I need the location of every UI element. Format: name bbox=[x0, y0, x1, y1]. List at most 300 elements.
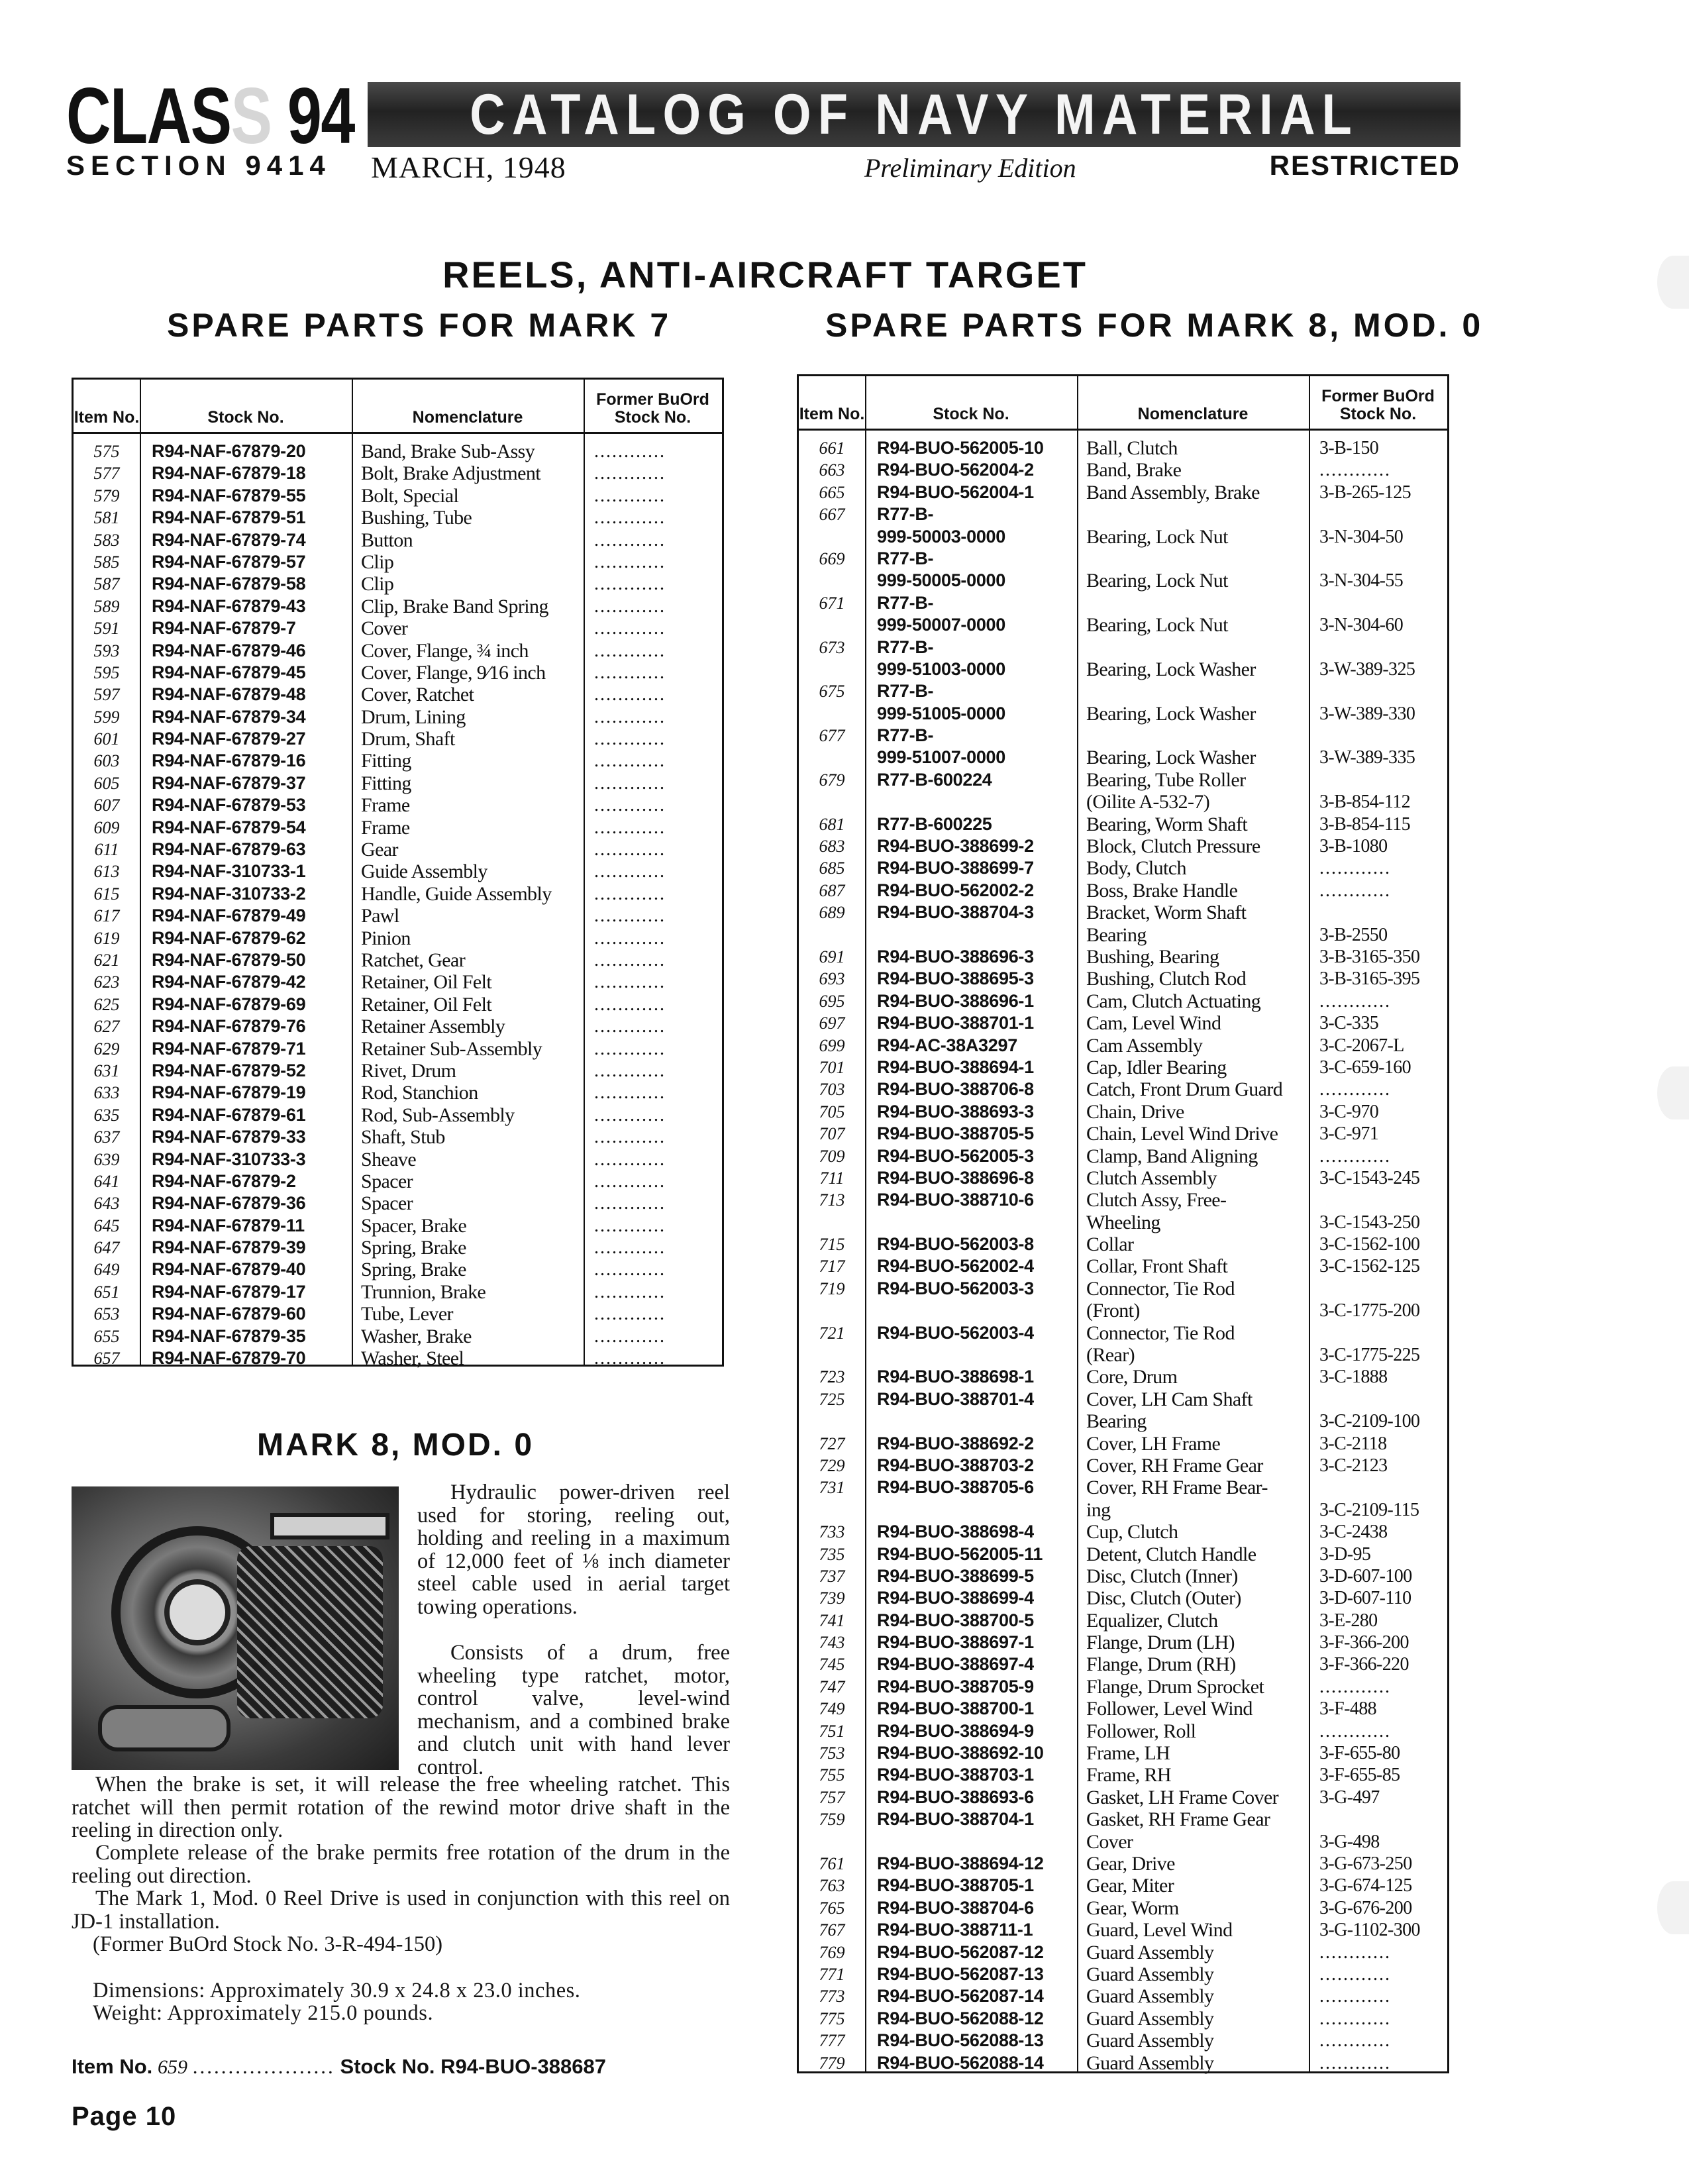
table-row bbox=[799, 1012, 1447, 1034]
item-number-cell: 731 bbox=[819, 1478, 845, 1498]
item-number-cell: 671 bbox=[819, 593, 845, 613]
item-number-cell: 611 bbox=[94, 840, 119, 860]
nomenclature-cell: Cover, Flange, 9⁄16 inch bbox=[361, 661, 546, 684]
nomenclature-cell: Follower, Roll bbox=[1086, 1720, 1196, 1742]
stock-number-cell: R77-B- bbox=[877, 681, 934, 702]
table-row bbox=[799, 2052, 1447, 2074]
table-row bbox=[799, 990, 1447, 1012]
stock-number-cell: R94-BUO-388699-7 bbox=[877, 858, 1034, 878]
stock-number-cell: R94-NAF-67879-76 bbox=[152, 1016, 306, 1037]
stock-number-cell: R94-NAF-67879-58 bbox=[152, 574, 306, 594]
nomenclature-cell: Clutch Assembly bbox=[1086, 1167, 1217, 1189]
nomenclature-cell: Sheave bbox=[361, 1148, 417, 1170]
item-number-cell: 779 bbox=[819, 2053, 845, 2073]
item-number-cell: 673 bbox=[819, 637, 845, 657]
table-row bbox=[74, 927, 722, 949]
nomenclature-cell: Disc, Clutch (Outer) bbox=[1086, 1587, 1241, 1610]
nomenclature-cell: Bearing bbox=[1086, 1410, 1147, 1433]
former-stock-cell: 3-F-366-220 bbox=[1319, 1654, 1409, 1675]
item-number-cell: 695 bbox=[819, 991, 845, 1011]
item-number-cell: 769 bbox=[819, 1942, 845, 1962]
nomenclature-cell: Guard Assembly bbox=[1086, 1941, 1214, 1963]
table-row bbox=[799, 2030, 1447, 2052]
stock-number-cell: R94-BUO-388693-3 bbox=[877, 1101, 1034, 1121]
table-row bbox=[799, 570, 1447, 592]
stock-number-cell: R94-NAF-67879-57 bbox=[152, 551, 306, 572]
table-row bbox=[799, 1123, 1447, 1145]
former-stock-cell: 3-N-304-50 bbox=[1319, 526, 1404, 547]
former-stock-cell: ............ bbox=[594, 684, 666, 705]
stock-number-cell: R94-BUO-388699-2 bbox=[877, 836, 1034, 857]
col-header-stock: Stock No. bbox=[865, 376, 1077, 431]
former-stock-note: (Former BuOrd Stock No. 3-R-494-150) bbox=[93, 1932, 443, 1956]
leader-dots: .................... bbox=[192, 2055, 335, 2078]
item-number-cell: 717 bbox=[819, 1257, 845, 1276]
former-stock-cell: 3-W-389-325 bbox=[1319, 658, 1415, 680]
item-number-cell: 651 bbox=[93, 1282, 120, 1302]
former-stock-cell: ............ bbox=[1319, 990, 1391, 1012]
description-paragraph: Complete release of the brake permits free rotation of the drum in the reeling out direction. bbox=[72, 1841, 730, 1888]
item-number-cell: 715 bbox=[819, 1235, 845, 1255]
former-stock-cell: 3-B-3165-350 bbox=[1319, 946, 1420, 967]
table-row bbox=[799, 2008, 1447, 2030]
table-row bbox=[799, 680, 1447, 702]
table-row bbox=[74, 839, 722, 860]
stock-number-cell: R77-B- bbox=[877, 504, 934, 525]
item-number-cell: 755 bbox=[819, 1765, 845, 1785]
former-stock-cell: ............ bbox=[594, 817, 666, 838]
stock-number-cell: R94-BUO-388696-8 bbox=[877, 1167, 1034, 1188]
nomenclature-cell: Guide Assembly bbox=[361, 860, 487, 883]
table-row bbox=[74, 462, 722, 484]
former-stock-cell: ............ bbox=[594, 1215, 666, 1236]
table-row bbox=[74, 684, 722, 705]
item-number-cell: 621 bbox=[93, 950, 120, 970]
nomenclature-cell: Bearing bbox=[1086, 923, 1147, 946]
item-number-cell: 581 bbox=[93, 508, 120, 528]
stock-number-cell: R94-NAF-67879-55 bbox=[152, 485, 306, 505]
former-stock-cell: 3-D-607-100 bbox=[1319, 1565, 1412, 1586]
mark8-heading: SPARE PARTS FOR MARK 8, MOD. 0 bbox=[825, 307, 1484, 344]
table-row bbox=[799, 1919, 1447, 1941]
former-stock-cell: ............ bbox=[594, 485, 666, 506]
item-number-cell: 605 bbox=[93, 773, 120, 793]
nomenclature-cell: Clamp, Band Aligning bbox=[1086, 1145, 1258, 1167]
former-stock-cell: 3-F-488 bbox=[1319, 1698, 1377, 1720]
table-row bbox=[74, 1326, 722, 1347]
stock-number-cell: R94-NAF-67879-18 bbox=[152, 463, 306, 484]
table-row bbox=[799, 880, 1447, 902]
table-row bbox=[74, 1281, 722, 1303]
table-row bbox=[74, 706, 722, 728]
nomenclature-cell: Bearing, Lock Nut bbox=[1086, 614, 1228, 637]
nomenclature-cell: Bolt, Special bbox=[361, 484, 459, 507]
former-stock-cell: ............ bbox=[594, 1281, 666, 1302]
former-stock-cell: ............ bbox=[594, 1016, 666, 1037]
table-row bbox=[799, 1897, 1447, 1919]
former-stock-cell: ............ bbox=[1319, 1079, 1391, 1100]
former-stock-cell: ............ bbox=[594, 574, 666, 595]
nomenclature-cell: Clutch Assy, Free- bbox=[1086, 1189, 1227, 1212]
table-row bbox=[74, 860, 722, 882]
nomenclature-cell: Gasket, LH Frame Cover bbox=[1086, 1786, 1279, 1808]
nomenclature-cell: Flange, Drum (RH) bbox=[1086, 1653, 1236, 1676]
item-number-cell: 699 bbox=[819, 1035, 845, 1055]
stock-number-cell: R94-NAF-67879-45 bbox=[152, 662, 306, 682]
item-number-cell: 607 bbox=[93, 796, 120, 815]
table-row bbox=[74, 794, 722, 816]
table-row bbox=[74, 1060, 722, 1082]
stock-number-cell: R94-BUO-388705-9 bbox=[877, 1676, 1034, 1696]
stock-number-cell: R94-BUO-562088-13 bbox=[877, 2030, 1044, 2051]
nomenclature-cell: Bearing, Lock Washer bbox=[1086, 747, 1256, 769]
former-stock-cell: ............ bbox=[1319, 1942, 1391, 1963]
stock-number-cell: R94-BUO-562087-12 bbox=[877, 1942, 1044, 1962]
nomenclature-cell: Cam, Clutch Actuating bbox=[1086, 990, 1261, 1012]
table-row bbox=[799, 1610, 1447, 1632]
stock-number-cell: R94-NAF-310733-2 bbox=[152, 883, 306, 904]
stock-number-cell: R94-BUO-562087-13 bbox=[877, 1963, 1044, 1984]
stock-number-cell: R94-NAF-67879-36 bbox=[152, 1193, 306, 1214]
nomenclature-cell: Ball, Clutch bbox=[1086, 437, 1178, 459]
nomenclature-cell: Retainer, Oil Felt bbox=[361, 993, 492, 1015]
nomenclature-cell: Band, Brake bbox=[1086, 459, 1182, 482]
stock-number-cell: R94-BUO-388696-3 bbox=[877, 946, 1034, 966]
table-row bbox=[799, 1300, 1447, 1322]
table-row bbox=[799, 857, 1447, 879]
nomenclature-cell: Core, Drum bbox=[1086, 1366, 1178, 1388]
nomenclature-cell: Gear, Miter bbox=[1086, 1875, 1174, 1897]
nomenclature-cell: Chain, Level Wind Drive bbox=[1086, 1123, 1278, 1145]
item-number-cell: 697 bbox=[819, 1014, 845, 1033]
table-row bbox=[799, 1831, 1447, 1853]
item-number-cell: 761 bbox=[819, 1854, 845, 1873]
table-row bbox=[799, 658, 1447, 680]
nomenclature-cell: Fitting bbox=[361, 772, 411, 794]
item-number-cell: 749 bbox=[819, 1699, 845, 1719]
nomenclature-cell: Boss, Brake Handle bbox=[1086, 879, 1238, 902]
nomenclature-cell: Body, Clutch bbox=[1086, 857, 1186, 880]
stock-number-cell: R77-B- bbox=[877, 592, 934, 613]
item-number-cell: 669 bbox=[819, 548, 845, 568]
nomenclature-cell: Disc, Clutch (Inner) bbox=[1086, 1565, 1238, 1587]
item-number-cell: 707 bbox=[819, 1124, 845, 1144]
item-number-cell: 741 bbox=[819, 1610, 845, 1630]
former-stock-cell: 3-E-280 bbox=[1319, 1610, 1378, 1631]
item-label: Item No. bbox=[72, 2055, 153, 2078]
table-row bbox=[799, 1278, 1447, 1300]
stock-number-cell: R77-B-600225 bbox=[877, 813, 992, 834]
table-row bbox=[799, 747, 1447, 768]
nomenclature-cell: Bolt, Brake Adjustment bbox=[361, 462, 540, 485]
nomenclature-cell: Cover, LH Cam Shaft bbox=[1086, 1388, 1253, 1410]
item-number-cell: 773 bbox=[819, 1987, 845, 2006]
nomenclature-cell: Gear bbox=[361, 839, 398, 861]
former-stock-cell: ............ bbox=[594, 1104, 666, 1125]
nomenclature-cell: Bearing, Lock Washer bbox=[1086, 702, 1256, 725]
stock-number-cell: R94-NAF-67879-49 bbox=[152, 906, 306, 926]
table-row bbox=[799, 1344, 1447, 1366]
nomenclature-cell: Cover, Flange, ¾ inch bbox=[361, 639, 529, 662]
item-number-cell: 653 bbox=[93, 1304, 120, 1324]
stock-number-cell: R94-BUO-388696-1 bbox=[877, 990, 1034, 1011]
table-row bbox=[799, 791, 1447, 813]
nomenclature-cell: Button bbox=[361, 529, 413, 551]
item-number-cell: 727 bbox=[819, 1433, 845, 1453]
item-number-cell: 719 bbox=[819, 1278, 845, 1298]
stock-number-cell: R94-BUO-388697-4 bbox=[877, 1654, 1034, 1675]
item-number-cell: 721 bbox=[819, 1323, 845, 1343]
table-row bbox=[799, 1078, 1447, 1100]
nomenclature-cell: Pinion bbox=[361, 927, 411, 949]
item-number-cell: 745 bbox=[819, 1655, 845, 1675]
nomenclature-cell: Guard Assembly bbox=[1086, 1985, 1214, 2008]
table-row bbox=[799, 703, 1447, 725]
former-stock-cell: ............ bbox=[594, 596, 666, 617]
table-row bbox=[799, 1455, 1447, 1477]
table-row bbox=[799, 503, 1447, 525]
stock-number-cell: R94-BUO-388703-1 bbox=[877, 1765, 1034, 1785]
item-number-cell: 675 bbox=[819, 682, 845, 702]
stock-number-cell: R94-BUO-388711-1 bbox=[877, 1920, 1033, 1940]
stock-number-cell: R94-NAF-67879-27 bbox=[152, 729, 306, 749]
edition-label: Preliminary Edition bbox=[864, 153, 1076, 183]
former-stock-cell: ............ bbox=[1319, 880, 1391, 901]
item-number-cell: 735 bbox=[819, 1544, 845, 1564]
nomenclature-cell: Block, Clutch Pressure bbox=[1086, 835, 1260, 858]
item-number-cell: 751 bbox=[819, 1721, 845, 1741]
table-row bbox=[799, 1963, 1447, 1985]
mark8-table-body bbox=[799, 437, 1447, 2074]
nomenclature-cell: Equalizer, Clutch bbox=[1086, 1609, 1218, 1632]
former-stock-cell: 3-B-265-125 bbox=[1319, 482, 1411, 503]
item-number-cell: 603 bbox=[93, 751, 120, 771]
table-row bbox=[799, 1942, 1447, 1963]
table-row bbox=[74, 1347, 722, 1369]
item-number-cell: 693 bbox=[819, 969, 845, 989]
former-stock-cell: 3-D-607-110 bbox=[1319, 1588, 1411, 1609]
item-number-cell: 757 bbox=[819, 1787, 845, 1807]
nomenclature-cell: Band, Brake Sub-Assy bbox=[361, 441, 535, 462]
item-number-cell: 661 bbox=[819, 439, 845, 458]
former-stock-cell: ............ bbox=[594, 1237, 666, 1259]
nomenclature-cell: Guard Assembly bbox=[1086, 1963, 1214, 1985]
item-number-cell: 689 bbox=[819, 903, 845, 923]
table-row bbox=[799, 1212, 1447, 1233]
table-row bbox=[74, 1126, 722, 1148]
former-stock-cell: 3-F-655-80 bbox=[1319, 1743, 1400, 1764]
table-row bbox=[799, 459, 1447, 481]
nomenclature-cell: Cap, Idler Bearing bbox=[1086, 1056, 1227, 1078]
stock-number-cell: 999-51005-0000 bbox=[877, 703, 1005, 723]
nomenclature-cell: Washer, Brake bbox=[361, 1325, 472, 1347]
table-row bbox=[74, 529, 722, 551]
former-stock-cell: ............ bbox=[594, 1127, 666, 1148]
table-row bbox=[74, 971, 722, 993]
item-number-cell: 595 bbox=[93, 662, 120, 682]
table-row bbox=[74, 1038, 722, 1060]
table-row bbox=[799, 1676, 1447, 1698]
item-number-cell: 585 bbox=[93, 552, 120, 572]
nomenclature-cell: Guard Assembly bbox=[1086, 2052, 1214, 2074]
col-header-item: Item No. bbox=[74, 380, 140, 434]
table-row bbox=[799, 1145, 1447, 1167]
table-row bbox=[799, 1101, 1447, 1123]
nomenclature-cell: ing bbox=[1086, 1498, 1111, 1521]
stock-number-cell: R94-BUO-562002-2 bbox=[877, 880, 1034, 900]
former-stock-cell: 3-G-498 bbox=[1319, 1831, 1380, 1852]
table-row bbox=[74, 994, 722, 1015]
item-number-cell: 683 bbox=[819, 837, 845, 857]
former-stock-cell: 3-N-304-55 bbox=[1319, 570, 1404, 592]
stock-number-cell: R94-NAF-67879-39 bbox=[152, 1237, 306, 1258]
table-row bbox=[74, 905, 722, 927]
nomenclature-cell: Frame bbox=[361, 816, 410, 839]
nomenclature-cell: Connector, Tie Rod bbox=[1086, 1322, 1235, 1344]
nomenclature-cell: Tube, Lever bbox=[361, 1303, 453, 1326]
former-stock-cell: ............ bbox=[1319, 460, 1391, 481]
nomenclature-cell: Cover, RH Frame Gear bbox=[1086, 1454, 1263, 1477]
stock-number-cell: 999-50007-0000 bbox=[877, 615, 1005, 635]
table-row bbox=[799, 1388, 1447, 1410]
stock-number-cell: R94-NAF-67879-19 bbox=[152, 1082, 306, 1103]
nomenclature-cell: Spring, Brake bbox=[361, 1259, 466, 1281]
nomenclature-cell: Cover bbox=[361, 617, 408, 640]
stock-number-cell: R94-BUO-388695-3 bbox=[877, 968, 1034, 989]
stock-number-cell: R94-BUO-562088-12 bbox=[877, 2008, 1044, 2028]
item-number-cell: 703 bbox=[819, 1080, 845, 1100]
item-number-cell: 739 bbox=[819, 1588, 845, 1608]
table-row bbox=[74, 662, 722, 684]
nomenclature-cell: Spacer, Brake bbox=[361, 1214, 467, 1237]
stock-number-cell: R94-BUO-562005-3 bbox=[877, 1145, 1034, 1166]
former-stock-cell: 3-C-1562-100 bbox=[1319, 1234, 1420, 1255]
table-row bbox=[799, 548, 1447, 570]
table-row bbox=[74, 507, 722, 529]
item-number-cell: 629 bbox=[93, 1039, 120, 1059]
table-row bbox=[799, 1875, 1447, 1897]
nomenclature-cell: Cover, LH Frame bbox=[1086, 1432, 1221, 1455]
former-stock-cell: ............ bbox=[594, 729, 666, 750]
table-row bbox=[799, 1764, 1447, 1786]
nomenclature-cell: Rod, Stanchion bbox=[361, 1082, 478, 1104]
table-row bbox=[74, 1303, 722, 1325]
item-number-cell: 631 bbox=[93, 1061, 120, 1080]
stock-number-cell: R94-BUO-388701-4 bbox=[877, 1388, 1034, 1409]
catalog-title-banner bbox=[368, 82, 1460, 147]
item-number-cell: 593 bbox=[93, 641, 120, 660]
description-paragraph: Consists of a drum, free wheeling type ratchet, motor, control valve, level-wind mechanism, and a combined brake and clutch unit with hand lever control. bbox=[417, 1641, 730, 1779]
nomenclature-cell: Chain, Drive bbox=[1086, 1100, 1184, 1123]
nomenclature-cell: Guard, Level Wind bbox=[1086, 1919, 1233, 1942]
item-number-cell: 705 bbox=[819, 1102, 845, 1121]
table-row bbox=[74, 551, 722, 573]
item-number-cell: 657 bbox=[93, 1349, 120, 1369]
table-row bbox=[74, 441, 722, 462]
nomenclature-cell: Ratchet, Gear bbox=[361, 949, 466, 971]
former-stock-cell: ............ bbox=[1319, 2052, 1391, 2073]
stock-number-cell: R94-NAF-67879-17 bbox=[152, 1281, 306, 1302]
nomenclature-cell: (Rear) bbox=[1086, 1344, 1135, 1367]
stock-number-cell: R94-BUO-562005-11 bbox=[877, 1543, 1043, 1564]
nomenclature-cell: Cover, RH Frame Bear- bbox=[1086, 1477, 1268, 1499]
former-stock-cell: ............ bbox=[594, 1038, 666, 1059]
former-stock-cell: ............ bbox=[594, 640, 666, 661]
former-stock-cell: ............ bbox=[1319, 1145, 1391, 1167]
stock-number-cell: R94-NAF-67879-20 bbox=[152, 441, 306, 461]
nomenclature-cell: Bearing, Worm Shaft bbox=[1086, 813, 1248, 835]
stock-number-cell: R94-NAF-67879-52 bbox=[152, 1060, 306, 1080]
nomenclature-cell: Flange, Drum (LH) bbox=[1086, 1632, 1235, 1654]
item-number-cell: 643 bbox=[93, 1194, 120, 1214]
item-number-cell: 613 bbox=[93, 862, 120, 882]
item-number-cell: 725 bbox=[819, 1389, 845, 1409]
item-number-cell: 627 bbox=[93, 1017, 120, 1037]
table-row bbox=[74, 728, 722, 750]
stock-number-cell: R94-NAF-67879-33 bbox=[152, 1127, 306, 1147]
stock-number-cell: R94-NAF-310733-1 bbox=[152, 861, 306, 882]
item-number-cell: 639 bbox=[93, 1149, 120, 1169]
table-row bbox=[799, 1653, 1447, 1675]
former-stock-cell: 3-C-1775-225 bbox=[1319, 1345, 1420, 1366]
table-row bbox=[799, 1322, 1447, 1344]
former-stock-cell: 3-B-150 bbox=[1319, 438, 1379, 458]
table-row bbox=[799, 924, 1447, 946]
item-number-cell: 709 bbox=[819, 1146, 845, 1166]
nomenclature-cell: Cam, Level Wind bbox=[1086, 1012, 1221, 1035]
item-number-cell: 577 bbox=[93, 464, 120, 484]
former-stock-cell: ............ bbox=[594, 906, 666, 927]
table-row bbox=[799, 1255, 1447, 1277]
stock-number-cell: R94-NAF-67879-42 bbox=[152, 972, 306, 992]
item-number-cell: 655 bbox=[93, 1326, 120, 1346]
binder-hole bbox=[1657, 256, 1689, 309]
table-row bbox=[799, 1632, 1447, 1653]
former-stock-cell: ............ bbox=[594, 1149, 666, 1170]
table-row bbox=[799, 1057, 1447, 1078]
former-stock-cell: ............ bbox=[1319, 1963, 1391, 1985]
table-row bbox=[74, 617, 722, 639]
item-number-cell: 663 bbox=[819, 460, 845, 480]
table-row bbox=[799, 1698, 1447, 1720]
table-row bbox=[74, 1237, 722, 1259]
item-number-cell: 733 bbox=[819, 1522, 845, 1542]
table-row bbox=[799, 902, 1447, 923]
former-stock-cell: 3-B-3165-395 bbox=[1319, 968, 1420, 990]
former-stock-cell: 3-C-335 bbox=[1319, 1013, 1379, 1034]
table-row bbox=[74, 1082, 722, 1104]
item-number-cell: 743 bbox=[819, 1633, 845, 1653]
former-stock-cell: ............ bbox=[594, 949, 666, 970]
stock-number-cell: R94-BUO-388701-1 bbox=[877, 1013, 1034, 1033]
item-number-cell: 641 bbox=[93, 1171, 120, 1191]
table-row bbox=[799, 437, 1447, 459]
former-stock-cell: ............ bbox=[594, 1170, 666, 1192]
item-number-cell: 667 bbox=[819, 505, 845, 525]
stock-number-cell: R94-NAF-67879-11 bbox=[152, 1215, 305, 1235]
former-stock-cell: ............ bbox=[1319, 1986, 1391, 2007]
stock-number-cell: R94-NAF-67879-50 bbox=[152, 949, 306, 970]
former-stock-cell: 3-F-366-200 bbox=[1319, 1632, 1409, 1653]
table-row bbox=[74, 1259, 722, 1280]
nomenclature-cell: Bearing, Lock Nut bbox=[1086, 525, 1228, 548]
former-stock-cell: 3-C-1543-250 bbox=[1319, 1212, 1420, 1233]
col-header-former: Former BuOrd Stock No. bbox=[584, 380, 722, 434]
nomenclature-cell: Gear, Drive bbox=[1086, 1853, 1175, 1875]
former-stock-cell: ............ bbox=[594, 551, 666, 572]
table-row bbox=[799, 614, 1447, 636]
stock-number-cell: R94-NAF-67879-40 bbox=[152, 1259, 306, 1280]
